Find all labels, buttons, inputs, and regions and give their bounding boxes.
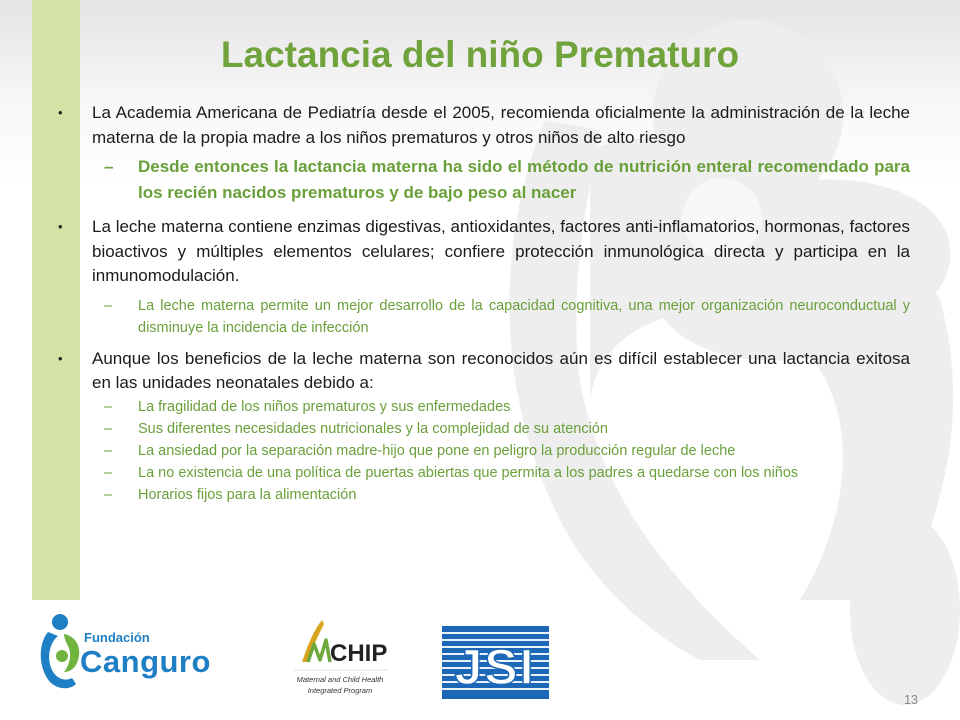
bullet-item [58,215,910,289]
page-number: 13 [904,693,918,707]
mother-child-icon [41,614,80,688]
sub-bullet-item [58,154,910,206]
dash-icon: – [104,157,114,176]
svg-text:Canguro: Canguro [80,644,211,679]
sub-bullet-item [58,418,910,440]
sub-bullet-item [58,295,910,339]
dash-icon: – [104,464,113,481]
sub-bullet-text: La fragilidad de los niños prematuros y sus enfermedades [138,398,511,415]
sub-bullet-item [58,396,910,418]
bullet-text: Aunque los beneficios de la leche materna son reconocidos aún es difícil establecer una lactancia exitosa en las unidades neonatales debido a: [92,348,910,392]
bullet-item [58,347,910,396]
sub-bullet-text: La no existencia de una política de puertas abiertas que permita a los padres a quedarse con los niños [138,464,799,481]
sub-bullet-text: Desde entonces la lactancia materna ha sido el método de nutrición enteral recomendado para los recién nacidos prematuros y de bajo peso al nacer [138,157,910,202]
sub-bullet-text: La leche materna permite un mejor desarrollo de la capacidad cognitiva, una mejor organización neuroconductual y disminuye la incidencia de infección [138,297,910,336]
dash-icon: – [104,420,113,437]
sub-bullet-item [58,484,910,506]
sub-bullet-text: Sus diferentes necesidades nutricionales y la complejidad de su atención [138,420,608,437]
dash-icon: – [104,442,113,459]
bullet-icon: • [58,105,63,120]
bullet-text: La Academia Americana de Pediatría desde el 2005, recomienda oficialmente la administración de la leche materna de la propia madre a los niños prematuros y otros niños de alto riesgo [92,103,910,147]
sub-bullet-item [58,440,910,462]
dash-icon: – [104,486,113,503]
sub-bullet-text: La ansiedad por la separación madre-hijo que pone en peligro la producción regular de leche [138,442,736,459]
bullet-text: La leche materna contiene enzimas digestivas, antioxidantes, factores anti-inflamatorios, hormonas, factores bioactivos y múltiples elementos celulares; confiere protección inmunológica directa y participa en la inmunomodulación. [92,217,910,285]
svg-text:Fundación: Fundación [84,630,150,645]
svg-text:CHIP: CHIP [330,640,388,667]
bullet-icon: • [58,219,63,234]
svg-text:Maternal and Child Health: Maternal and Child Health [296,675,384,684]
sub-bullet-item [58,462,910,484]
sub-bullet-text: Horarios fijos para la alimentación [138,486,357,503]
slide-content [58,101,910,506]
bullet-icon: • [58,350,63,366]
svg-text:Integrated Program: Integrated Program [307,686,373,695]
dash-icon: – [104,398,113,415]
slide-title: Lactancia del niño Prematuro [220,34,740,75]
dash-icon: – [104,297,113,314]
svg-text:JSI: JSI [454,639,536,695]
bullet-item [58,101,910,150]
jsi-logo [442,626,549,699]
fundacion-canguro-logo [36,612,232,690]
mchip-logo [288,614,392,708]
